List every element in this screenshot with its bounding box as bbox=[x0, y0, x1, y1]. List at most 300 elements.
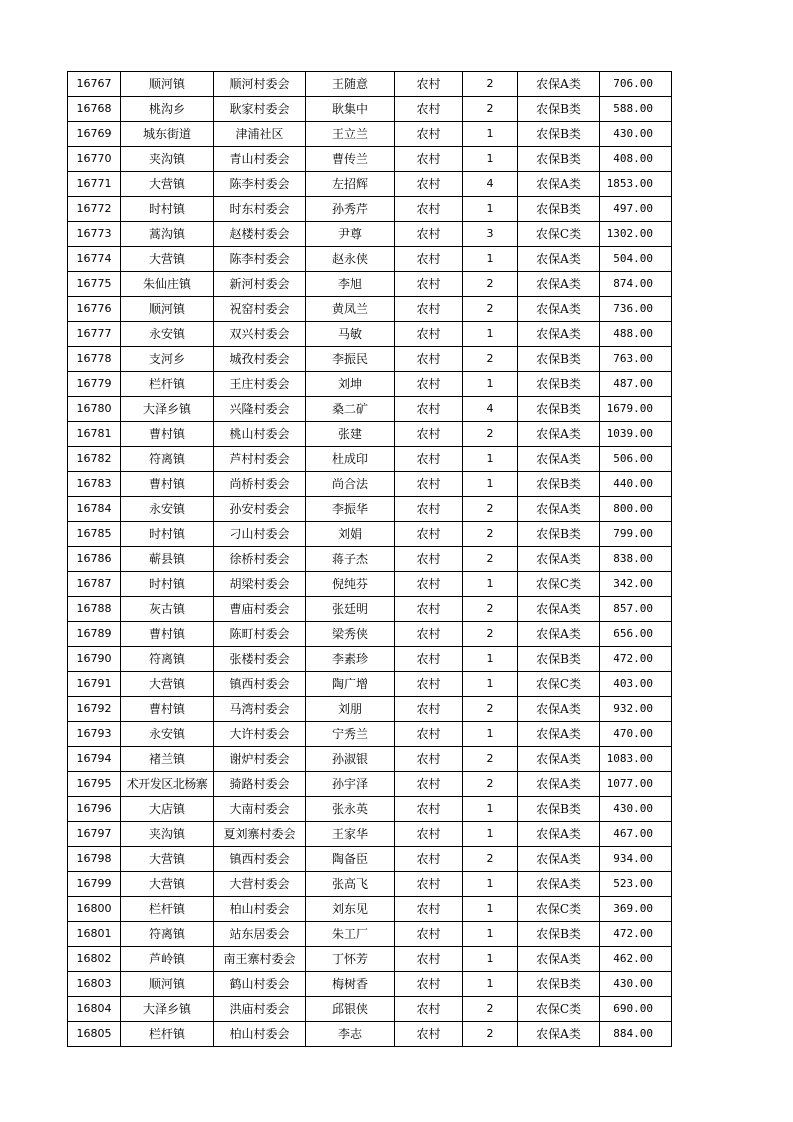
town-cell: 大营镇 bbox=[121, 247, 214, 272]
amount-cell: 656.00 bbox=[600, 622, 672, 647]
person-name-cell: 刘东见 bbox=[306, 897, 395, 922]
amount-cell: 690.00 bbox=[600, 997, 672, 1022]
household-type-cell: 农村 bbox=[395, 297, 463, 322]
village-cell: 站东居委会 bbox=[214, 922, 306, 947]
person-name-cell: 张高飞 bbox=[306, 872, 395, 897]
amount-cell: 470.00 bbox=[600, 722, 672, 747]
category-cell: 农保A类 bbox=[518, 822, 600, 847]
household-type-cell: 农村 bbox=[395, 497, 463, 522]
person-name-cell: 陶广增 bbox=[306, 672, 395, 697]
village-cell: 胡梁村委会 bbox=[214, 572, 306, 597]
town-cell: 符离镇 bbox=[121, 922, 214, 947]
amount-cell: 467.00 bbox=[600, 822, 672, 847]
household-type-cell: 农村 bbox=[395, 672, 463, 697]
town-cell: 曹村镇 bbox=[121, 472, 214, 497]
amount-cell: 874.00 bbox=[600, 272, 672, 297]
household-type-cell: 农村 bbox=[395, 647, 463, 672]
household-type-cell: 农村 bbox=[395, 247, 463, 272]
member-count-cell: 2 bbox=[463, 697, 518, 722]
row-id-cell: 16782 bbox=[68, 447, 121, 472]
table-row bbox=[68, 697, 672, 722]
row-id-cell: 16802 bbox=[68, 947, 121, 972]
amount-cell: 523.00 bbox=[600, 872, 672, 897]
table-row bbox=[68, 422, 672, 447]
person-name-cell: 马敏 bbox=[306, 322, 395, 347]
village-cell: 柏山村委会 bbox=[214, 897, 306, 922]
table-row bbox=[68, 772, 672, 797]
table-row bbox=[68, 572, 672, 597]
town-cell: 顺河镇 bbox=[121, 72, 214, 97]
table-row bbox=[68, 397, 672, 422]
town-cell: 顺河镇 bbox=[121, 297, 214, 322]
category-cell: 农保B类 bbox=[518, 922, 600, 947]
amount-cell: 588.00 bbox=[600, 97, 672, 122]
household-type-cell: 农村 bbox=[395, 347, 463, 372]
village-cell: 镇西村委会 bbox=[214, 672, 306, 697]
table-row bbox=[68, 122, 672, 147]
person-name-cell: 尚合法 bbox=[306, 472, 395, 497]
table-row bbox=[68, 997, 672, 1022]
amount-cell: 430.00 bbox=[600, 122, 672, 147]
town-cell: 大营镇 bbox=[121, 847, 214, 872]
town-cell: 大营镇 bbox=[121, 872, 214, 897]
village-cell: 王庄村委会 bbox=[214, 372, 306, 397]
amount-cell: 736.00 bbox=[600, 297, 672, 322]
village-cell: 大许村委会 bbox=[214, 722, 306, 747]
village-cell: 鹤山村委会 bbox=[214, 972, 306, 997]
member-count-cell: 1 bbox=[463, 897, 518, 922]
person-name-cell: 梁秀侠 bbox=[306, 622, 395, 647]
person-name-cell: 王随意 bbox=[306, 72, 395, 97]
household-type-cell: 农村 bbox=[395, 147, 463, 172]
household-type-cell: 农村 bbox=[395, 322, 463, 347]
amount-cell: 857.00 bbox=[600, 597, 672, 622]
table-row bbox=[68, 447, 672, 472]
person-name-cell: 耿集中 bbox=[306, 97, 395, 122]
person-name-cell: 黄凤兰 bbox=[306, 297, 395, 322]
amount-cell: 342.00 bbox=[600, 572, 672, 597]
town-cell: 符离镇 bbox=[121, 647, 214, 672]
member-count-cell: 2 bbox=[463, 97, 518, 122]
household-type-cell: 农村 bbox=[395, 697, 463, 722]
member-count-cell: 2 bbox=[463, 497, 518, 522]
table-row bbox=[68, 797, 672, 822]
household-type-cell: 农村 bbox=[395, 822, 463, 847]
table-row bbox=[68, 322, 672, 347]
row-id-cell: 16792 bbox=[68, 697, 121, 722]
member-count-cell: 2 bbox=[463, 347, 518, 372]
table-row bbox=[68, 1022, 672, 1047]
town-cell: 大泽乡镇 bbox=[121, 997, 214, 1022]
village-cell: 刁山村委会 bbox=[214, 522, 306, 547]
person-name-cell: 李振华 bbox=[306, 497, 395, 522]
person-name-cell: 曹传兰 bbox=[306, 147, 395, 172]
row-id-cell: 16771 bbox=[68, 172, 121, 197]
category-cell: 农保A类 bbox=[518, 497, 600, 522]
person-name-cell: 刘朋 bbox=[306, 697, 395, 722]
row-id-cell: 16780 bbox=[68, 397, 121, 422]
category-cell: 农保A类 bbox=[518, 847, 600, 872]
row-id-cell: 16779 bbox=[68, 372, 121, 397]
category-cell: 农保B类 bbox=[518, 347, 600, 372]
amount-cell: 1853.00 bbox=[600, 172, 672, 197]
table-row bbox=[68, 897, 672, 922]
household-type-cell: 农村 bbox=[395, 772, 463, 797]
village-cell: 张楼村委会 bbox=[214, 647, 306, 672]
category-cell: 农保A类 bbox=[518, 772, 600, 797]
town-cell: 大店镇 bbox=[121, 797, 214, 822]
category-cell: 农保B类 bbox=[518, 472, 600, 497]
member-count-cell: 1 bbox=[463, 922, 518, 947]
person-name-cell: 刘娟 bbox=[306, 522, 395, 547]
member-count-cell: 1 bbox=[463, 197, 518, 222]
village-cell: 徐桥村委会 bbox=[214, 547, 306, 572]
category-cell: 农保A类 bbox=[518, 247, 600, 272]
amount-cell: 1077.00 bbox=[600, 772, 672, 797]
row-id-cell: 16798 bbox=[68, 847, 121, 872]
member-count-cell: 2 bbox=[463, 72, 518, 97]
amount-cell: 462.00 bbox=[600, 947, 672, 972]
person-name-cell: 李素珍 bbox=[306, 647, 395, 672]
category-cell: 农保B类 bbox=[518, 372, 600, 397]
household-type-cell: 农村 bbox=[395, 722, 463, 747]
household-type-cell: 农村 bbox=[395, 522, 463, 547]
table-row bbox=[68, 847, 672, 872]
amount-cell: 472.00 bbox=[600, 647, 672, 672]
village-cell: 柏山村委会 bbox=[214, 1022, 306, 1047]
household-type-cell: 农村 bbox=[395, 97, 463, 122]
town-cell: 顺河镇 bbox=[121, 972, 214, 997]
row-id-cell: 16793 bbox=[68, 722, 121, 747]
row-id-cell: 16791 bbox=[68, 672, 121, 697]
town-cell: 曹村镇 bbox=[121, 697, 214, 722]
village-cell: 陈町村委会 bbox=[214, 622, 306, 647]
row-id-cell: 16801 bbox=[68, 922, 121, 947]
person-name-cell: 李志 bbox=[306, 1022, 395, 1047]
amount-cell: 934.00 bbox=[600, 847, 672, 872]
category-cell: 农保C类 bbox=[518, 672, 600, 697]
row-id-cell: 16774 bbox=[68, 247, 121, 272]
village-cell: 青山村委会 bbox=[214, 147, 306, 172]
amount-cell: 487.00 bbox=[600, 372, 672, 397]
person-name-cell: 孙宇泽 bbox=[306, 772, 395, 797]
member-count-cell: 2 bbox=[463, 597, 518, 622]
household-type-cell: 农村 bbox=[395, 847, 463, 872]
village-cell: 城孜村委会 bbox=[214, 347, 306, 372]
village-cell: 孙安村委会 bbox=[214, 497, 306, 522]
town-cell: 夹沟镇 bbox=[121, 147, 214, 172]
category-cell: 农保A类 bbox=[518, 722, 600, 747]
person-name-cell: 尹尊 bbox=[306, 222, 395, 247]
member-count-cell: 1 bbox=[463, 872, 518, 897]
town-cell: 城东街道 bbox=[121, 122, 214, 147]
person-name-cell: 桑二矿 bbox=[306, 397, 395, 422]
member-count-cell: 2 bbox=[463, 622, 518, 647]
member-count-cell: 2 bbox=[463, 272, 518, 297]
table-row bbox=[68, 222, 672, 247]
amount-cell: 472.00 bbox=[600, 922, 672, 947]
table-row bbox=[68, 647, 672, 672]
row-id-cell: 16775 bbox=[68, 272, 121, 297]
person-name-cell: 宁秀兰 bbox=[306, 722, 395, 747]
person-name-cell: 李旭 bbox=[306, 272, 395, 297]
household-type-cell: 农村 bbox=[395, 797, 463, 822]
member-count-cell: 1 bbox=[463, 447, 518, 472]
household-type-cell: 农村 bbox=[395, 972, 463, 997]
member-count-cell: 1 bbox=[463, 122, 518, 147]
category-cell: 农保A类 bbox=[518, 272, 600, 297]
person-name-cell: 刘坤 bbox=[306, 372, 395, 397]
table-row bbox=[68, 72, 672, 97]
household-type-cell: 农村 bbox=[395, 372, 463, 397]
table-row bbox=[68, 822, 672, 847]
amount-cell: 497.00 bbox=[600, 197, 672, 222]
category-cell: 农保B类 bbox=[518, 197, 600, 222]
row-id-cell: 16781 bbox=[68, 422, 121, 447]
person-name-cell: 孙淑银 bbox=[306, 747, 395, 772]
town-cell: 永安镇 bbox=[121, 322, 214, 347]
member-count-cell: 2 bbox=[463, 522, 518, 547]
table-row bbox=[68, 472, 672, 497]
town-cell: 桃沟乡 bbox=[121, 97, 214, 122]
town-cell: 曹村镇 bbox=[121, 622, 214, 647]
category-cell: 农保A类 bbox=[518, 872, 600, 897]
table-row bbox=[68, 872, 672, 897]
household-type-cell: 农村 bbox=[395, 597, 463, 622]
household-type-cell: 农村 bbox=[395, 1022, 463, 1047]
person-name-cell: 陶备臣 bbox=[306, 847, 395, 872]
person-name-cell: 梅树香 bbox=[306, 972, 395, 997]
person-name-cell: 丁怀芳 bbox=[306, 947, 395, 972]
member-count-cell: 3 bbox=[463, 222, 518, 247]
amount-cell: 884.00 bbox=[600, 1022, 672, 1047]
amount-cell: 504.00 bbox=[600, 247, 672, 272]
household-type-cell: 农村 bbox=[395, 72, 463, 97]
member-count-cell: 2 bbox=[463, 772, 518, 797]
member-count-cell: 1 bbox=[463, 322, 518, 347]
table-row bbox=[68, 97, 672, 122]
town-cell: 栏杆镇 bbox=[121, 372, 214, 397]
household-type-cell: 农村 bbox=[395, 447, 463, 472]
town-cell: 永安镇 bbox=[121, 722, 214, 747]
amount-cell: 369.00 bbox=[600, 897, 672, 922]
person-name-cell: 蒋子杰 bbox=[306, 547, 395, 572]
category-cell: 农保A类 bbox=[518, 622, 600, 647]
category-cell: 农保A类 bbox=[518, 947, 600, 972]
village-cell: 马湾村委会 bbox=[214, 697, 306, 722]
village-cell: 南王寨村委会 bbox=[214, 947, 306, 972]
person-name-cell: 左招辉 bbox=[306, 172, 395, 197]
category-cell: 农保A类 bbox=[518, 747, 600, 772]
member-count-cell: 2 bbox=[463, 847, 518, 872]
category-cell: 农保A类 bbox=[518, 172, 600, 197]
table-row bbox=[68, 147, 672, 172]
row-id-cell: 16794 bbox=[68, 747, 121, 772]
row-id-cell: 16772 bbox=[68, 197, 121, 222]
household-type-cell: 农村 bbox=[395, 422, 463, 447]
category-cell: 农保A类 bbox=[518, 697, 600, 722]
household-type-cell: 农村 bbox=[395, 197, 463, 222]
table-row bbox=[68, 247, 672, 272]
household-type-cell: 农村 bbox=[395, 222, 463, 247]
member-count-cell: 1 bbox=[463, 647, 518, 672]
category-cell: 农保B类 bbox=[518, 122, 600, 147]
person-name-cell: 杜成印 bbox=[306, 447, 395, 472]
category-cell: 农保B类 bbox=[518, 397, 600, 422]
category-cell: 农保A类 bbox=[518, 322, 600, 347]
row-id-cell: 16796 bbox=[68, 797, 121, 822]
member-count-cell: 2 bbox=[463, 997, 518, 1022]
household-type-cell: 农村 bbox=[395, 172, 463, 197]
category-cell: 农保A类 bbox=[518, 597, 600, 622]
row-id-cell: 16786 bbox=[68, 547, 121, 572]
amount-cell: 403.00 bbox=[600, 672, 672, 697]
row-id-cell: 16783 bbox=[68, 472, 121, 497]
amount-cell: 430.00 bbox=[600, 797, 672, 822]
person-name-cell: 王家华 bbox=[306, 822, 395, 847]
village-cell: 洪庙村委会 bbox=[214, 997, 306, 1022]
member-count-cell: 4 bbox=[463, 172, 518, 197]
member-count-cell: 1 bbox=[463, 147, 518, 172]
amount-cell: 1039.00 bbox=[600, 422, 672, 447]
table-row bbox=[68, 197, 672, 222]
category-cell: 农保B类 bbox=[518, 97, 600, 122]
village-cell: 赵楼村委会 bbox=[214, 222, 306, 247]
village-cell: 兴隆村委会 bbox=[214, 397, 306, 422]
amount-cell: 506.00 bbox=[600, 447, 672, 472]
category-cell: 农保A类 bbox=[518, 297, 600, 322]
row-id-cell: 16805 bbox=[68, 1022, 121, 1047]
row-id-cell: 16784 bbox=[68, 497, 121, 522]
table-row bbox=[68, 522, 672, 547]
category-cell: 农保A类 bbox=[518, 547, 600, 572]
amount-cell: 1083.00 bbox=[600, 747, 672, 772]
town-cell: 大营镇 bbox=[121, 172, 214, 197]
village-cell: 陈李村委会 bbox=[214, 172, 306, 197]
table-row bbox=[68, 597, 672, 622]
amount-cell: 430.00 bbox=[600, 972, 672, 997]
row-id-cell: 16769 bbox=[68, 122, 121, 147]
village-cell: 骑路村委会 bbox=[214, 772, 306, 797]
row-id-cell: 16795 bbox=[68, 772, 121, 797]
village-cell: 津浦社区 bbox=[214, 122, 306, 147]
amount-cell: 763.00 bbox=[600, 347, 672, 372]
town-cell: 蕲县镇 bbox=[121, 547, 214, 572]
amount-cell: 408.00 bbox=[600, 147, 672, 172]
person-name-cell: 赵永侠 bbox=[306, 247, 395, 272]
amount-cell: 1679.00 bbox=[600, 397, 672, 422]
town-cell: 蒿沟镇 bbox=[121, 222, 214, 247]
person-name-cell: 李振民 bbox=[306, 347, 395, 372]
row-id-cell: 16797 bbox=[68, 822, 121, 847]
amount-cell: 488.00 bbox=[600, 322, 672, 347]
village-cell: 桃山村委会 bbox=[214, 422, 306, 447]
row-id-cell: 16789 bbox=[68, 622, 121, 647]
row-id-cell: 16787 bbox=[68, 572, 121, 597]
town-cell: 朱仙庄镇 bbox=[121, 272, 214, 297]
town-cell: 时村镇 bbox=[121, 197, 214, 222]
household-type-cell: 农村 bbox=[395, 747, 463, 772]
town-cell: 大泽乡镇 bbox=[121, 397, 214, 422]
village-cell: 谢炉村委会 bbox=[214, 747, 306, 772]
household-type-cell: 农村 bbox=[395, 122, 463, 147]
town-cell: 支河乡 bbox=[121, 347, 214, 372]
village-cell: 耿家村委会 bbox=[214, 97, 306, 122]
village-cell: 夏刘寨村委会 bbox=[214, 822, 306, 847]
village-cell: 顺河村委会 bbox=[214, 72, 306, 97]
table-body bbox=[68, 72, 672, 1047]
household-type-cell: 农村 bbox=[395, 622, 463, 647]
town-cell: 符离镇 bbox=[121, 447, 214, 472]
row-id-cell: 16776 bbox=[68, 297, 121, 322]
town-cell: 时村镇 bbox=[121, 522, 214, 547]
table-row bbox=[68, 922, 672, 947]
table-row bbox=[68, 547, 672, 572]
household-type-cell: 农村 bbox=[395, 547, 463, 572]
person-name-cell: 王立兰 bbox=[306, 122, 395, 147]
member-count-cell: 2 bbox=[463, 297, 518, 322]
household-type-cell: 农村 bbox=[395, 397, 463, 422]
category-cell: 农保B类 bbox=[518, 147, 600, 172]
town-cell: 术开发区北杨寨 bbox=[121, 772, 214, 797]
category-cell: 农保A类 bbox=[518, 422, 600, 447]
member-count-cell: 1 bbox=[463, 972, 518, 997]
row-id-cell: 16768 bbox=[68, 97, 121, 122]
person-name-cell: 张建 bbox=[306, 422, 395, 447]
row-id-cell: 16790 bbox=[68, 647, 121, 672]
member-count-cell: 1 bbox=[463, 822, 518, 847]
amount-cell: 799.00 bbox=[600, 522, 672, 547]
category-cell: 农保C类 bbox=[518, 897, 600, 922]
category-cell: 农保A类 bbox=[518, 1022, 600, 1047]
town-cell: 曹村镇 bbox=[121, 422, 214, 447]
category-cell: 农保C类 bbox=[518, 222, 600, 247]
person-name-cell: 张永英 bbox=[306, 797, 395, 822]
household-type-cell: 农村 bbox=[395, 947, 463, 972]
member-count-cell: 1 bbox=[463, 247, 518, 272]
village-cell: 新河村委会 bbox=[214, 272, 306, 297]
table-row bbox=[68, 672, 672, 697]
member-count-cell: 1 bbox=[463, 472, 518, 497]
village-cell: 曹庙村委会 bbox=[214, 597, 306, 622]
table-row bbox=[68, 297, 672, 322]
town-cell: 栏杆镇 bbox=[121, 1022, 214, 1047]
village-cell: 陈李村委会 bbox=[214, 247, 306, 272]
table-row bbox=[68, 347, 672, 372]
category-cell: 农保B类 bbox=[518, 522, 600, 547]
row-id-cell: 16777 bbox=[68, 322, 121, 347]
amount-cell: 1302.00 bbox=[600, 222, 672, 247]
village-cell: 大营村委会 bbox=[214, 872, 306, 897]
person-name-cell: 孙秀芹 bbox=[306, 197, 395, 222]
town-cell: 褚兰镇 bbox=[121, 747, 214, 772]
row-id-cell: 16788 bbox=[68, 597, 121, 622]
household-type-cell: 农村 bbox=[395, 922, 463, 947]
member-count-cell: 2 bbox=[463, 747, 518, 772]
beneficiary-table bbox=[67, 71, 672, 1047]
table-row bbox=[68, 372, 672, 397]
category-cell: 农保B类 bbox=[518, 797, 600, 822]
row-id-cell: 16803 bbox=[68, 972, 121, 997]
household-type-cell: 农村 bbox=[395, 472, 463, 497]
village-cell: 镇西村委会 bbox=[214, 847, 306, 872]
member-count-cell: 1 bbox=[463, 572, 518, 597]
town-cell: 芦岭镇 bbox=[121, 947, 214, 972]
village-cell: 双兴村委会 bbox=[214, 322, 306, 347]
household-type-cell: 农村 bbox=[395, 572, 463, 597]
category-cell: 农保C类 bbox=[518, 572, 600, 597]
household-type-cell: 农村 bbox=[395, 997, 463, 1022]
